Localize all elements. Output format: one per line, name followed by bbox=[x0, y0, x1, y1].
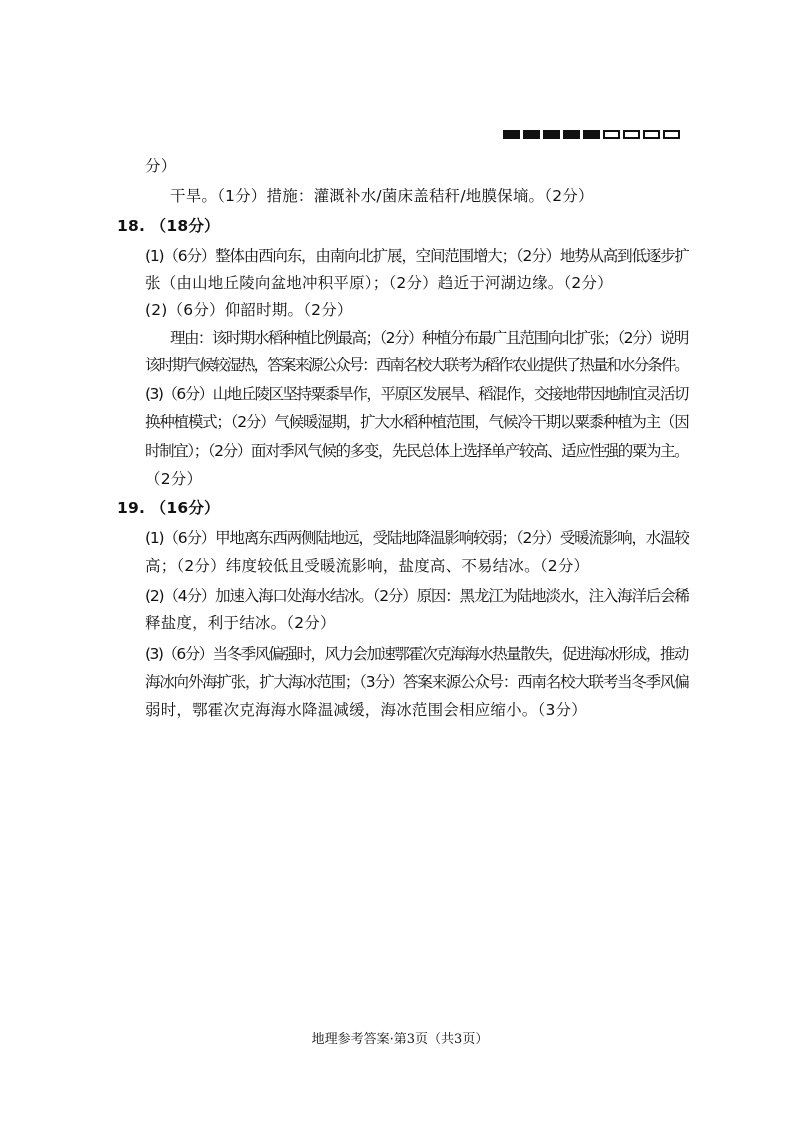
answer-line: 该时期气候较湿热，答案来源公众号：西南名校大联考为稻作农业提供了热量和水分条件。 bbox=[145, 356, 688, 374]
answer-line: (2)（6分）仰韶时期。（2分） bbox=[145, 301, 353, 319]
progress-square-filled bbox=[503, 130, 520, 139]
answer-line: 海冰向外海扩张，扩大海冰范围；（3分）答案来源公众号：西南名校大联考当冬季风偏 bbox=[145, 673, 689, 691]
answer-line: 弱时，鄂霍次克海海水降温减缓，海冰范围会相应缩小。（3分） bbox=[145, 701, 587, 719]
progress-square-filled bbox=[563, 130, 580, 139]
progress-square-filled bbox=[583, 130, 600, 139]
answer-line: 换种植模式；（2分）气候暖湿期，扩大水稻种植范围，气候冷干期以粟黍种植为主（因 bbox=[145, 413, 689, 431]
progress-square-filled bbox=[523, 130, 540, 139]
progress-square-empty bbox=[603, 130, 620, 139]
answer-line: 释盐度，利于结冰。（2分） bbox=[145, 614, 336, 632]
answer-line: （2分） bbox=[145, 470, 203, 488]
progress-square-empty bbox=[663, 130, 680, 139]
answer-line: (1)（6分）甲地离东西两侧陆地远，受陆地降温影响较弱；（2分）受暖流影响，水温较 bbox=[145, 529, 689, 547]
answer-line: (3)（6分）当冬季风偏强时，风力会加速鄂霍次克海海水热量散失，促进海冰形成，推动 bbox=[145, 645, 688, 663]
page-progress-indicator bbox=[503, 130, 680, 139]
answer-line: (1)（6分）整体由西向东，由南向北扩展，空间范围增大；（2分）地势从高到低逐步扩 bbox=[145, 247, 689, 265]
answer-line: 时制宜）；（2分）面对季风气候的多变，先民总体上选择单产较高、适应性强的粟为主。 bbox=[145, 442, 689, 460]
progress-square-filled bbox=[543, 130, 560, 139]
progress-square-empty bbox=[623, 130, 640, 139]
page-footer: 地理参考答案·第3页（共3页） bbox=[311, 1032, 489, 1047]
answer-line: 干旱。（1分）措施：灌溉补水/菌床盖秸秆/地膜保墒。（2分） bbox=[170, 187, 594, 205]
question-heading: 18. （18分） bbox=[117, 217, 220, 235]
answer-line: 分） bbox=[145, 157, 177, 175]
question-heading: 19. （16分） bbox=[117, 499, 220, 517]
answer-line: 高；（2分）纬度较低且受暖流影响，盐度高、不易结冰。（2分） bbox=[145, 557, 590, 575]
answer-line: (2)（4分）加速入海口处海水结冰。（2分）原因：黑龙江为陆地淡水，注入海洋后会稀 bbox=[145, 587, 689, 605]
answer-line: 理由：该时期水稻种植比例最高；（2分）种植分布最广且范围向北扩张；（2分）说明 bbox=[170, 329, 688, 347]
answer-line: (3)（6分）山地丘陵区坚持粟黍旱作，平原区发展旱、稻混作，交接地带因地制宜灵活切 bbox=[145, 385, 688, 403]
progress-square-empty bbox=[643, 130, 660, 139]
answer-line: 张（由山地丘陵向盆地冲积平原）；（2分）趋近于河湖边缘。（2分） bbox=[145, 274, 613, 292]
